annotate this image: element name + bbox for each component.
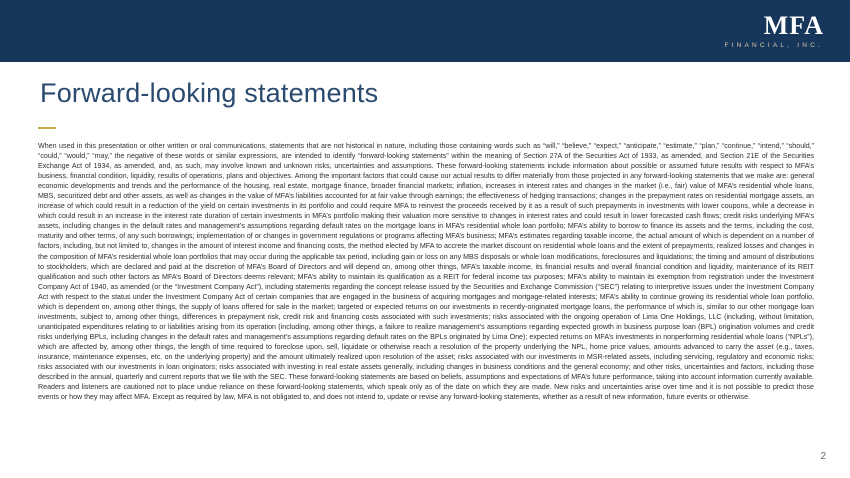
logo-wordmark: MFA — [763, 11, 824, 40]
page-title: Forward-looking statements — [40, 78, 379, 108]
page-number: 2 — [820, 451, 826, 462]
header-band — [0, 0, 850, 62]
mfa-logo — [724, 13, 824, 49]
title-underline-accent — [38, 127, 56, 129]
logo-subtext: FINANCIAL, INC. — [724, 42, 823, 49]
disclaimer-body-text: When used in this presentation or other written or oral communications, statements that are not historical in nature, including those containing words such as “will,” “believe,” “expect,” “anticipate,” “estimate,” “plan,” “continue,” “intend,” “should,” “could,” “would,” “may,” the negative of these words or similar expressions, are intended to identify “forward-looking statements” within the meaning of Section 27A of the Securities Act of 1933, as amended, and Section 21E of the Securities Exchange Act of 1934, as amended, and, as such, may involve known and unknown risks, uncertainties and assumptions. These forward-looking statements include information about possible or assumed future results with respect to MFA’s business, financial condition, liquidity, results of operations, plans and objectives. Among the important factors that could cause our actual results to differ materially from those projected in any forward-looking statements that we make are: general economic developments and trends and the performance of the housing, real estate, mortgage finance, broader financial markets; inflation, increases in interest rates and changes in the market (i.e., fair) value of MFA’s residential whole loans, MBS, securitized debt and other assets, as well as changes in the value of MFA’s liabilities accounted for at fair value through earnings; the effectiveness of hedging transactions; changes in the prepayment rates on residential mortgage assets, an increase of which could result in a reduction of the yield on certain investments in its portfolio and could require MFA to reinvest the proceeds received by it as a result of such prepayments in investments with lower coupons, while a decrease in which could result in an increase in the interest rate duration of certain investments in MFA’s portfolio making their valuation more sensitive to changes in interest rates and could result in lower forecasted cash flows; credit risks underlying MFA’s assets, including changes in the default rates and management’s assumptions regarding default rates on the mortgage loans in MFA’s residential whole loan portfolio; MFA’s ability to borrow to finance its assets and the terms, including the cost, maturity and other terms, of any such borrowings; implementation of or changes in government regulations or programs affecting MFA’s business; MFA’s estimates regarding taxable income, the actual amount of which is dependent on a number of factors, including, but not limited to, changes in the amount of interest income and financing costs, the method elected by MFA to accrete the market discount on residential whole loans and the extent of prepayments, realized losses and changes in the composition of MFA’s residential whole loan portfolios that may occur during the applicable tax period, including gain or loss on any MBS disposals or whole loan modifications, foreclosures and liquidations; the timing and amount of distributions to stockholders, which are declared and paid at the discretion of MFA’s Board of Directors and will depend on, among other things, MFA’s taxable income, its financial results and overall financial condition and liquidity, maintenance of its REIT qualification and such other factors as MFA’s Board of Directors deems relevant; MFA’s ability to maintain its qualification as a REIT for federal income tax purposes; MFA’s ability to maintain its exemption from registration under the Investment Company Act of 1940, as amended (or the “Investment Company Act”), including statements regarding the concept release issued by the Securities and Exchange Commission (“SEC”) relating to interpretive issues under the Investment Company Act with respect to the status under the Investment Company Act of certain companies that are engaged in the business of acquiring mortgages and mortgage-related interests; MFA’s ability to continue growing its residential whole loan portfolio, which is dependent on, among other things, the supply of loans offered for sale in the market; targeted or expected returns on our investments in recently-originated mortgage loans, the performance of which is, similar to our other mortgage loan investments, subject to, among other things, differences in prepayment risk, credit risk and financing costs associated with such investments; risks associated with the ongoing operation of Lima One Holdings, LLC (including, without limitation, unanticipated expenditures relating to or liabilities arising from its operation (including, among other things, a failure to realize management’s assumptions regarding expected growth in business purpose loan (BPL) origination volumes and credit risks underlying BPLs, including changes in the default rates and management’s assumptions regarding default rates on the BPLs originated by Lima One); expected returns on MFA’s investments in nonperforming residential whole loans (“NPLs”), which are affected by, among other things, the length of time required to foreclose upon, sell, liquidate or otherwise reach a resolution of the property underlying the NPL, home price values, amounts advanced to carry the asset (e.g., taxes, insurance, maintenance expenses, etc. on the underlying property) and the amount ultimately realized upon resolution of the asset; risks associated with our investments in MSR-related assets, including servicing, regulatory and economic risks; risks associated with our investments in loan originators; risks associated with investing in real estate assets generally, including changes in business conditions and the general economy; and other risks, uncertainties and factors, including those described in the annual, quarterly and current reports that we file with the SEC. These forward-looking statements are based on beliefs, assumptions and expectations of MFA’s future performance, taking into account information currently available. Readers and listeners are cautioned not to place undue reliance on these forward-looking statements, which speak only as of the date on which they are made. New risks and uncertainties arise over time and it is not possible to predict those events or how they may affect MFA. Except as required by law, MFA is not obligated to, and does not intend to, update or revise any forward-looking statements, whether as a result of new information, future events or otherwise. — [38, 142, 814, 402]
